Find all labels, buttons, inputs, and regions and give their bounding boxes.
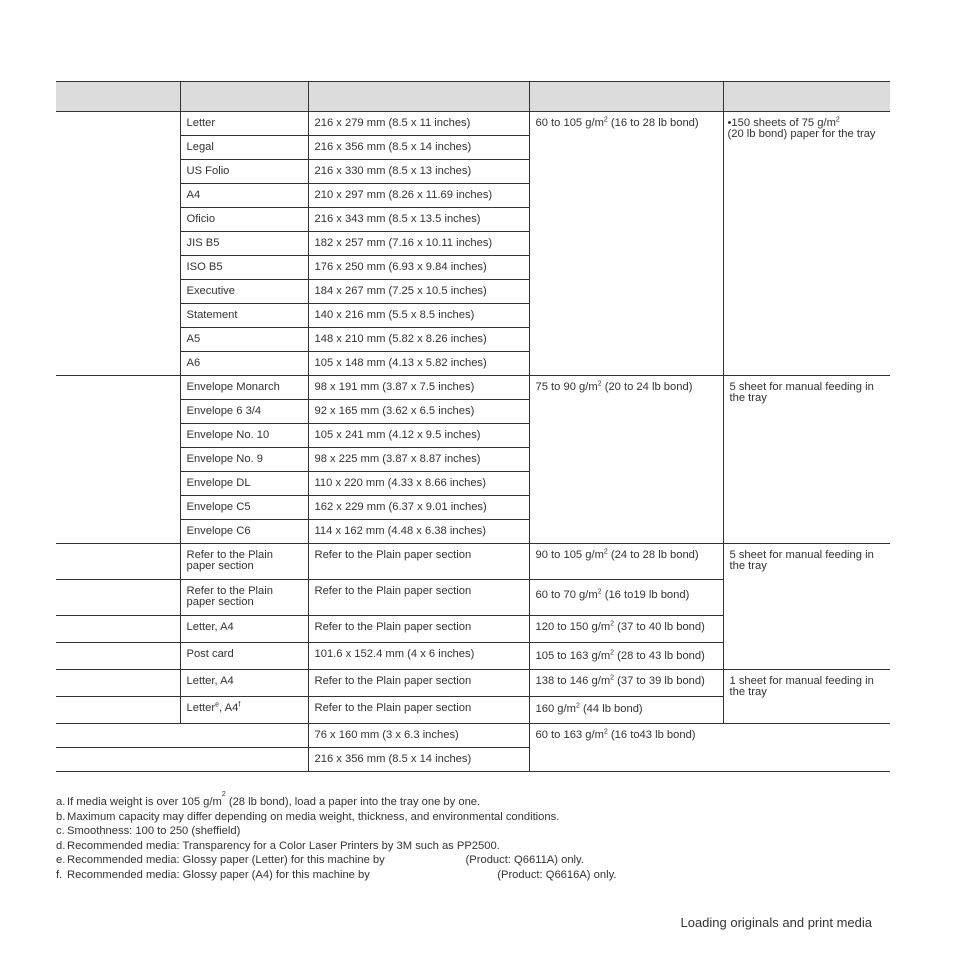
dimension-cell: 210 x 297 mm (8.26 x 11.69 inches) [308,184,529,208]
dimension-cell: 176 x 250 mm (6.93 x 9.84 inches) [308,256,529,280]
dimension-cell: 101.6 x 152.4 mm (4 x 6 inches) [308,643,529,670]
header-cell [723,82,890,112]
capacity-cell [723,724,890,772]
size-cell: Statement [180,304,308,328]
size-cell: A5 [180,328,308,352]
dimension-cell: 184 x 267 mm (7.25 x 10.5 inches) [308,280,529,304]
dimension-cell: 98 x 191 mm (3.87 x 7.5 inches) [308,376,529,400]
media-type-cell [56,643,180,670]
dimension-cell: 92 x 165 mm (3.62 x 6.5 inches) [308,400,529,424]
footnotes [56,791,617,882]
dimension-cell: 182 x 257 mm (7.16 x 10.11 inches) [308,232,529,256]
size-cell: Envelope DL [180,472,308,496]
dimension-cell: 162 x 229 mm (6.37 x 9.01 inches) [308,496,529,520]
capacity-cell: 1 sheet for manual feeding in the tray [723,670,890,724]
weight-cell: 90 to 105 $g/m^2$ (24 to 28 lb bond) [529,544,723,580]
dimension-cell: 76 x 160 mm (3 x 6.3 inches) [308,724,529,748]
size-cell: JIS B5 [180,232,308,256]
size-cell: Envelope C6 [180,520,308,544]
size-cell: Envelope No. 9 [180,448,308,472]
min-size-label-cell [56,724,308,748]
media-type-cell [56,670,180,697]
size-cell: Executive [180,280,308,304]
dimension-cell: Refer to the Plain paper section [308,544,529,580]
dimension-cell: Refer to the Plain paper section [308,670,529,697]
size-cell: US Folio [180,160,308,184]
dimension-cell: 148 x 210 mm (5.82 x 8.26 inches) [308,328,529,352]
media-type-cell [56,112,180,376]
dimension-cell: 110 x 220 mm (4.33 x 8.66 inches) [308,472,529,496]
table-row [56,112,890,136]
size-cell: Legal [180,136,308,160]
weight-cell: 60 to 70 $g/m^2$ (16 to19 lb bond) [529,580,723,616]
footnote: c. Smoothness: 100 to 250 (sheffield) [56,825,241,837]
weight-cell: 60 to 163 $g/m^2$ (16 to43 lb bond) [529,724,723,772]
footnote: a. If media weight is over 105 g/m 2 (28 lb bond), load a paper into the tray one by one. [56,791,481,808]
page-footer: Loading originals and print media [680,915,872,930]
dimension-cell: 105 x 148 mm (4.13 x 5.82 inches) [308,352,529,376]
size-cell: Envelope Monarch [180,376,308,400]
size-cell: Envelope No. 10 [180,424,308,448]
size-cell: A6 [180,352,308,376]
table-row [56,670,890,697]
size-cell: Refer to the Plain paper section [180,544,308,580]
dimension-cell: 216 x 330 mm (8.5 x 13 inches) [308,160,529,184]
footnote: b. Maximum capacity may differ depending on media weight, thickness, and environmental conditions. [56,810,560,823]
size-cell: Envelope 6 3/4 [180,400,308,424]
max-size-label-cell [56,748,308,772]
table-header [56,82,890,112]
footnote: e. Recommended media: Glossy paper (Letter) for this machine by (Product: Q6611A) only. [56,854,584,866]
size-cell: Oficio [180,208,308,232]
weight-cell: 75 to 90 $g/m^2$ (20 to 24 lb bond) [529,376,723,544]
table-row [56,724,890,748]
dimension-cell: 216 x 279 mm (8.5 x 11 inches) [308,112,529,136]
size-cell: A4 [180,184,308,208]
capacity-cell: 5 sheet for manual feeding in the tray [723,544,890,670]
size-cell: Letter [180,112,308,136]
header-cell [529,82,723,112]
media-type-cell [56,697,180,724]
dimension-cell: 140 x 216 mm (5.5 x 8.5 inches) [308,304,529,328]
size-cell: Post card [180,643,308,670]
media-specification-table [56,81,890,772]
header-cell [180,82,308,112]
dimension-cell: 114 x 162 mm (4.48 x 6.38 inches) [308,520,529,544]
dimension-cell: 216 x 356 mm (8.5 x 14 inches) [308,748,529,772]
footnote: f. Recommended media: Glossy paper (A4) for this machine by (Product: Q6616A) only. [56,868,617,881]
size-cell: Refer to the Plain paper section [180,580,308,616]
size-cell: Letter, A4 [180,616,308,643]
media-type-cell [56,616,180,643]
weight-cell: 160 $g/m^2$ (44 lb bond) [529,697,723,724]
header-cell [308,82,529,112]
table-body [56,112,890,772]
header-cell [56,82,180,112]
weight-cell: 105 to 163 $g/m^2$ (28 to 43 lb bond) [529,643,723,670]
dimension-cell: Refer to the Plain paper section [308,580,529,616]
capacity-cell: •150 sheets of 75 $g/m^2$ (20 lb bond) paper for the tray [723,112,890,376]
dimension-cell: 216 x 356 mm (8.5 x 14 inches) [308,136,529,160]
weight-cell: 138 to 146 $g/m^2$ (37 to 39 lb bond) [529,670,723,697]
media-type-cell [56,544,180,580]
dimension-cell: Refer to the Plain paper section [308,616,529,643]
capacity-cell: 5 sheet for manual feeding in the tray [723,376,890,544]
dimension-cell: 105 x 241 mm (4.12 x 9.5 inches) [308,424,529,448]
media-type-cell [56,580,180,616]
table-row [56,376,890,400]
size-cell: Letter, A4 [180,670,308,697]
size-cell: Envelope C5 [180,496,308,520]
size-cell: Letter$^e$, A4$^f$ [180,697,308,724]
footnote: d. Recommended media: Transparency for a Color Laser Printers by 3M such as PP2500. [56,839,500,852]
weight-cell: 60 to 105 $g/m^2$ (16 to 28 lb bond) [529,112,723,376]
dimension-cell: Refer to the Plain paper section [308,697,529,724]
dimension-cell: 98 x 225 mm (3.87 x 8.87 inches) [308,448,529,472]
table-row [56,544,890,580]
weight-cell: 120 to 150 $g/m^2$ (37 to 40 lb bond) [529,616,723,643]
size-cell: ISO B5 [180,256,308,280]
media-type-cell [56,376,180,544]
dimension-cell: 216 x 343 mm (8.5 x 13.5 inches) [308,208,529,232]
